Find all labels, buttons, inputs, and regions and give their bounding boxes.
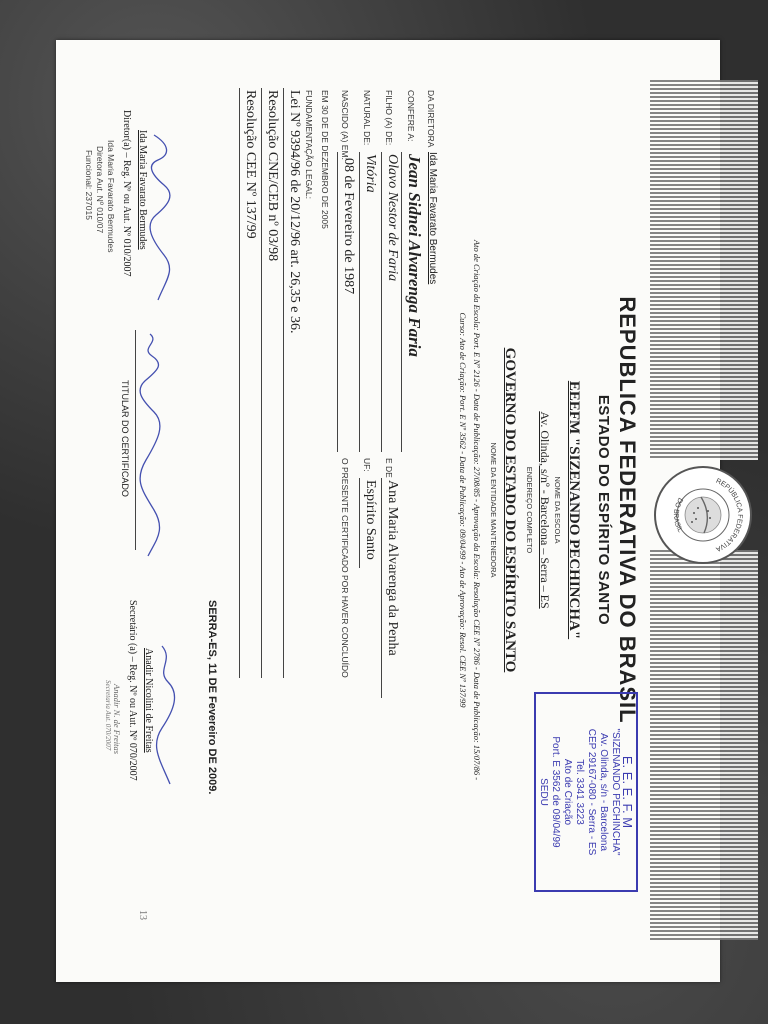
place-date: SERRA-ES, 11 DE Fevereiro DE 2009. — [206, 600, 218, 795]
acts-line-2: Curso: Ato de Criação: Port. E Nº 3562 - Data de Publicação: 09/04/99 - Ato de Aprovação: Resol. CEE Nº 137/99 — [458, 312, 468, 708]
law-3: Resolução CEE Nº 137/99 — [243, 90, 258, 239]
holder-signature — [138, 330, 162, 560]
holder-line — [135, 330, 136, 550]
stamp-line-4: CEP 29167-080 - Serra - ES — [586, 728, 597, 856]
father-name: Olavo Nestor de Faria — [385, 154, 400, 282]
director-signature — [148, 130, 172, 310]
director-label: DA DIRETORA — [426, 90, 436, 148]
stamp-line-6: Ato de Criação — [562, 758, 573, 826]
seal-text-bottom: DO BRASIL — [671, 496, 684, 534]
father-line — [381, 152, 382, 452]
certificate-content — [84, 80, 758, 940]
seal-text-top: REPÚBLICA FEDERATIVA — [714, 477, 744, 553]
uf-label: UF: — [362, 458, 372, 472]
mother-name: Ana Maria Alvarenga da Penha — [385, 480, 400, 656]
secretary-stamp-1: Anadir N. de Freitas — [112, 684, 122, 755]
birth-line — [337, 152, 338, 452]
uf-line — [359, 478, 360, 568]
director-stamp-3: Funcional: 237015 — [84, 150, 94, 220]
government-name: GOVERNO DO ESTADO DO ESPÍRITO SANTO — [502, 347, 518, 673]
country-title: REPUBLICA FEDERATIVA DO BRASIL — [615, 296, 640, 724]
law-2: Resolução CNE/CEB nº 03/98 — [265, 90, 280, 262]
school-caption: NOME DA ESCOLA — [553, 476, 562, 544]
school-address: Av. Olinda, s/nº - Barcelona – Serra – ES — [538, 411, 552, 609]
law-3-line — [239, 88, 240, 678]
secretary-role: Secretário (a) – Reg. Nº ou Aut. Nº 070/2007 — [127, 600, 138, 781]
law-1: Lei Nº 9394/96 de 20/12/96 art. 26,35 e 36. — [287, 90, 302, 334]
director-name: Ida Maria Favarato Bermudes — [427, 152, 438, 285]
svg-text:DO BRASIL — [672, 496, 684, 534]
child-of-label: FILHO (A) DE: — [384, 90, 394, 146]
seal-icon — [656, 468, 750, 562]
stamp-line-3: Av. Olinda, s/n - Barcelona — [598, 732, 609, 852]
city-line — [359, 152, 360, 452]
natural-label: NATURAL DE: — [362, 90, 372, 146]
secretary-sign-name: Anadir Nicolini de Freitas — [143, 648, 154, 753]
stamp-line-8: SEDU — [538, 778, 549, 806]
law-2-line — [261, 88, 262, 678]
and-label: E DE — [384, 458, 394, 478]
uf-value: Espírito Santo — [363, 480, 378, 560]
header-stripes-left — [650, 80, 758, 460]
school-ink-stamp — [534, 692, 638, 892]
government-caption: NOME DA ENTIDADE MANTENEDORA — [489, 442, 498, 578]
director-role: Diretor(a) – Reg. Nº ou Aut. Nº 010/2007 — [121, 110, 132, 277]
mother-line — [381, 478, 382, 698]
acts-line-1: Ato de Criação da Escola: Port. E Nº 2126 - Data de Publicação: 27/08/85 - Aprovação da Escola: Resolução CEE Nº 2786 - Data de Publicação: 15/07/86 - — [472, 239, 482, 781]
director-stamp-1: Ida Maria Favarato Bermudes — [106, 140, 116, 253]
address-caption: ENDEREÇO COMPLETO — [525, 466, 534, 554]
legal-label: FUNDAMENTAÇÃO LEGAL: — [304, 90, 314, 199]
holder-caption: TITULAR DO CERTIFICADO — [120, 380, 130, 497]
stamp-line-5: Tel. 3341 3223 — [574, 759, 585, 825]
page-number: 13 — [137, 910, 148, 920]
director-sign-name: Ida Maria Favarato Bermudes — [137, 130, 148, 250]
law-1-line — [283, 88, 284, 678]
completion-date: EM 30 DE DE DEZEMBRO DE 2005 — [320, 90, 330, 229]
header-stripes-right — [650, 550, 758, 940]
certificate-phrase: O PRESENTE CERTIFICADO POR HAVER CONCLUÍDO — [340, 458, 350, 678]
national-seal — [654, 466, 752, 564]
born-label: NASCIDO (A) EM: — [340, 90, 350, 160]
certificate-page — [56, 40, 744, 982]
student-line — [401, 152, 402, 452]
birth-date: 08 de Fevereiro de 1987 — [341, 158, 356, 295]
stamp-line-2: "SIZENANDO PECHINCHA" — [610, 728, 621, 856]
director-stamp-2: Diretora Aut. Nº 010/07 — [95, 146, 105, 234]
secretary-signature — [154, 640, 178, 790]
confers-label: CONFERE A: — [406, 90, 416, 142]
stamp-line-7: Port. E 3562 de 09/04/99 — [550, 736, 561, 848]
secretary-stamp-2: Secretaria Aut. 070/2007 — [104, 680, 112, 751]
stamp-line-1: E. E. E. F. M — [620, 755, 635, 829]
city-name: Vitória — [363, 154, 378, 193]
student-name: Jean Sidnei Alvarenga Faria — [405, 154, 424, 357]
state-title: ESTADO DO ESPÍRITO SANTO — [595, 394, 612, 626]
school-name: EEEFM "SIZENANDO PECHINCHA" — [566, 380, 582, 640]
